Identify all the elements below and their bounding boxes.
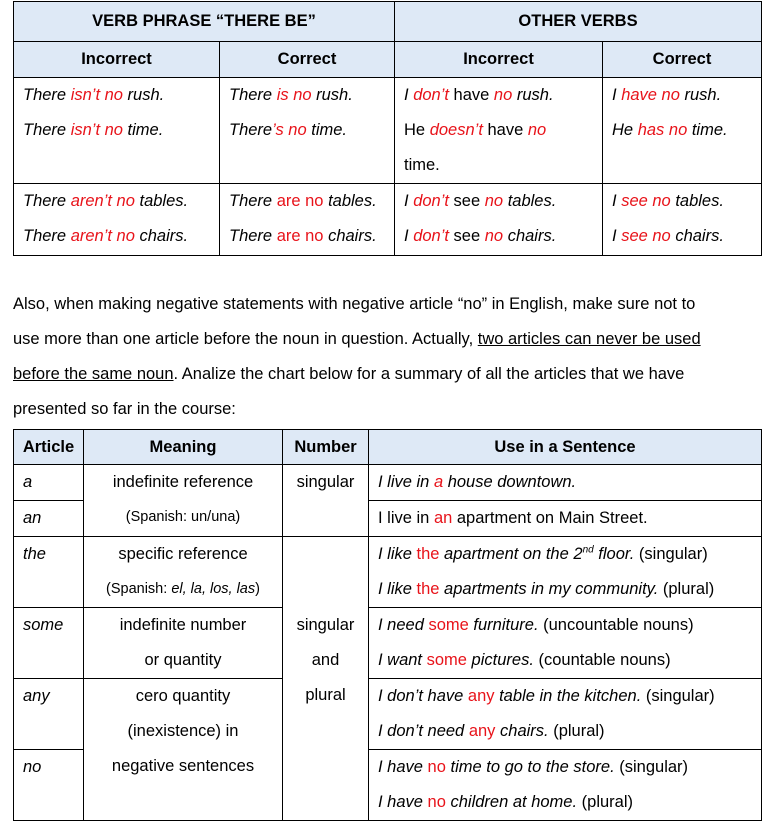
example-sentence: There are no chairs. bbox=[229, 227, 377, 245]
header-article: Article bbox=[14, 430, 84, 465]
example-sentence: I have no rush. bbox=[612, 86, 722, 104]
underlined-rule: two articles can never be used bbox=[477, 330, 701, 348]
there-be-comparison-table bbox=[13, 1, 762, 256]
paragraph-line: presented so far in the course: bbox=[13, 400, 236, 418]
article-cell: some bbox=[14, 608, 84, 679]
number-cell: singular and plural bbox=[283, 537, 369, 821]
example-sentence: He doesn’t have no bbox=[404, 121, 547, 139]
use-cell: I don’t have any table in the kitchen. (singular) I don’t need any chairs. (plural) bbox=[369, 679, 762, 750]
header-number: Number bbox=[283, 430, 369, 465]
example-sentence: I see no chairs. bbox=[612, 227, 724, 245]
example-sentence: There isn’t no rush. bbox=[23, 86, 165, 104]
underlined-rule: before the same noun bbox=[13, 365, 174, 383]
article-cell: no bbox=[14, 750, 84, 821]
cell-correct-there-be bbox=[220, 78, 395, 184]
paragraph-line: Also, when making negative statements with negative article “no” in English, make sure not to bbox=[13, 295, 696, 313]
cell-correct-other-verbs bbox=[603, 78, 762, 184]
articles-summary-table bbox=[13, 429, 762, 821]
example-sentence: There aren’t no tables. bbox=[23, 192, 189, 210]
use-cell: I like the apartment on the 2nd floor. (singular) I like the apartments in my community. (plural) bbox=[369, 537, 762, 608]
header-incorrect: Incorrect bbox=[395, 42, 603, 78]
example-sentence: There are no tables. bbox=[229, 192, 377, 210]
example-sentence: I don’t see no tables. bbox=[404, 192, 557, 210]
use-cell: I live in an apartment on Main Street. bbox=[369, 501, 762, 537]
header-meaning: Meaning bbox=[84, 430, 283, 465]
meaning-cell: indefinite number or quantity bbox=[84, 608, 283, 679]
header-correct: Correct bbox=[220, 42, 395, 78]
cell-incorrect-other-verbs bbox=[395, 78, 603, 184]
explanation-paragraph bbox=[13, 287, 763, 427]
example-sentence-continuation: time. bbox=[404, 156, 440, 174]
example-sentence: There isn’t no time. bbox=[23, 121, 164, 139]
header-verb-phrase-there-be: VERB PHRASE “THERE BE” bbox=[14, 2, 395, 42]
cell-correct-other-verbs bbox=[603, 184, 762, 256]
example-sentence: I don’t have no rush. bbox=[404, 86, 554, 104]
use-cell: I live in a house downtown. bbox=[369, 465, 762, 501]
meaning-cell: specific reference (Spanish: el, la, los, las) bbox=[84, 537, 283, 608]
header-use-in-a-sentence: Use in a Sentence bbox=[369, 430, 762, 465]
article-cell: the bbox=[14, 537, 84, 608]
cell-incorrect-there-be bbox=[14, 78, 220, 184]
example-sentence: I see no tables. bbox=[612, 192, 724, 210]
meaning-cell: cero quantity (inexistence) in negative sentences bbox=[84, 679, 283, 821]
meaning-cell: indefinite reference (Spanish: un/una) bbox=[84, 465, 283, 537]
paragraph-line: use more than one article before the noun in question. Actually, two articles can never be used bbox=[13, 330, 701, 348]
cell-incorrect-there-be bbox=[14, 184, 220, 256]
number-cell: singular bbox=[283, 465, 369, 537]
use-cell: I need some furniture. (uncountable nouns) I want some pictures. (countable nouns) bbox=[369, 608, 762, 679]
header-other-verbs: OTHER VERBS bbox=[395, 2, 762, 42]
header-correct: Correct bbox=[603, 42, 762, 78]
cell-incorrect-other-verbs bbox=[395, 184, 603, 256]
example-sentence: There is no rush. bbox=[229, 86, 353, 104]
cell-correct-there-be bbox=[220, 184, 395, 256]
use-cell: I have no time to go to the store. (singular) I have no children at home. (plural) bbox=[369, 750, 762, 821]
example-sentence: I don’t see no chairs. bbox=[404, 227, 557, 245]
article-cell: an bbox=[14, 501, 84, 537]
paragraph-line: before the same noun. Analize the chart below for a summary of all the articles that we have bbox=[13, 365, 685, 383]
example-sentence: There’s no time. bbox=[229, 121, 348, 139]
article-cell: a bbox=[14, 465, 84, 501]
example-sentence: There aren’t no chairs. bbox=[23, 227, 189, 245]
article-cell: any bbox=[14, 679, 84, 750]
header-incorrect: Incorrect bbox=[14, 42, 220, 78]
example-sentence: He has no time. bbox=[612, 121, 728, 139]
